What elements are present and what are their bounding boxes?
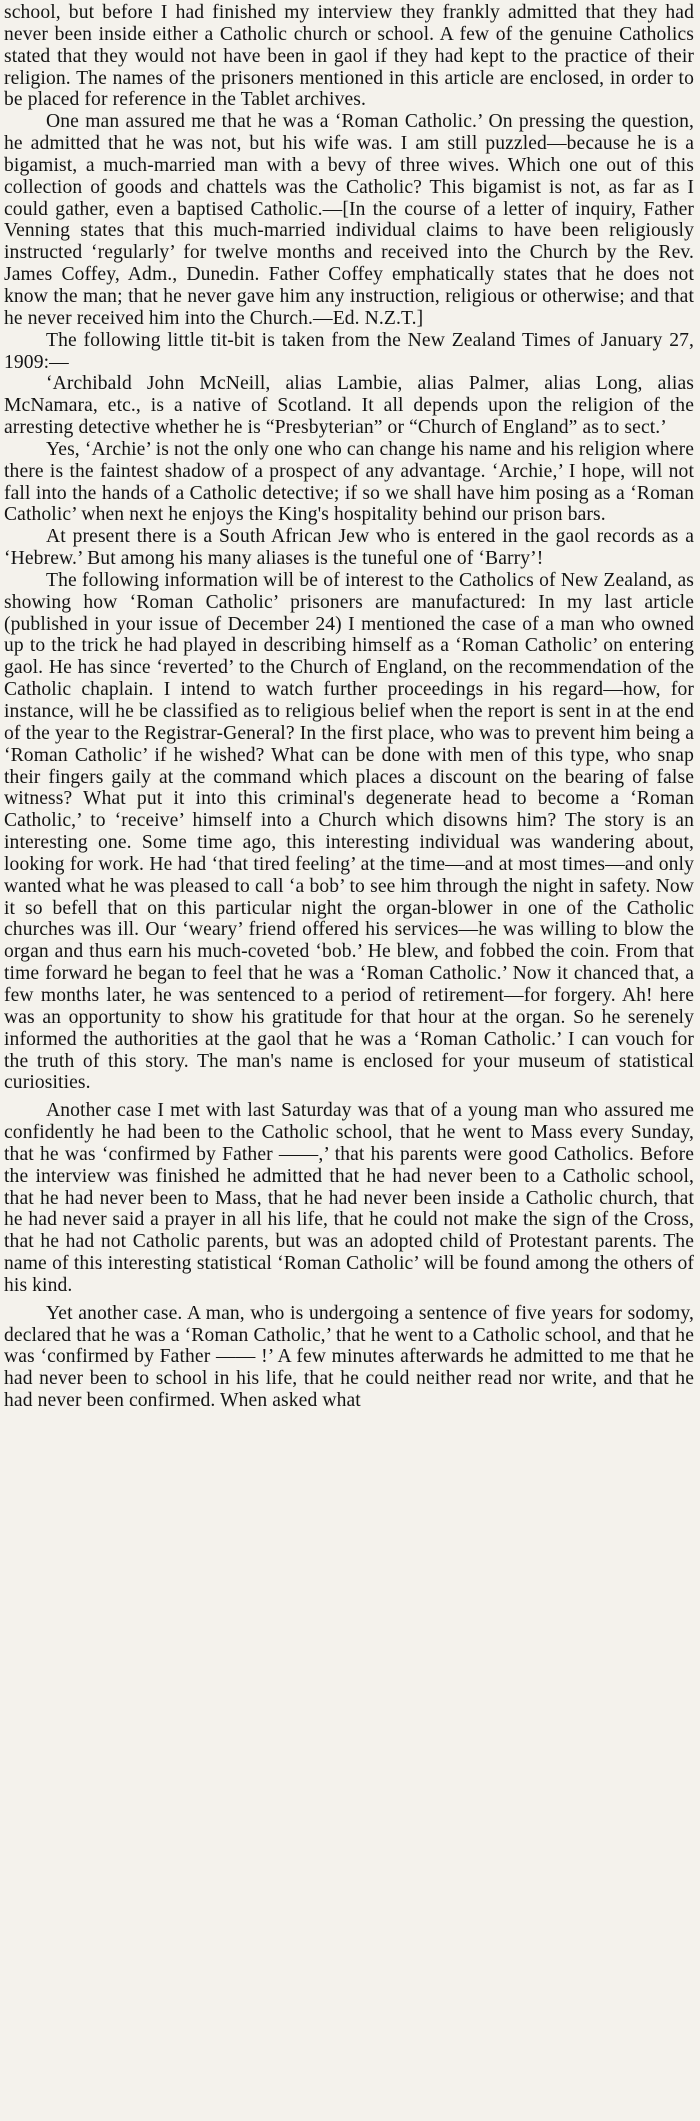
article-column [4, 2, 694, 1412]
article-paragraph: Yet another case. A man, who is undergoing a sentence of five years for sodomy, declared that he was a ‘Roman Catholic,’ that he went to a Catholic school, and that he was ‘confirmed by Father —— !’ A few minutes afterwards he admitted to me that he had never been to school in his life, that he could neither read nor write, and that he had never been confirmed. When asked what [4, 1302, 694, 1412]
article-paragraph: The following little tit-bit is taken from the New Zealand Times of January 27, 1909:— [4, 329, 694, 373]
article-paragraph: One man assured me that he was a ‘Roman Catholic.’ On pressing the question, he admitted that he was not, but his wife was. I am still puzzled—because he is a bigamist, a much-married man with a bevy of three wives. Which one out of this collection of goods and chattels was the Catholic? This bigamist is not, as far as I could gather, even a baptised Catholic.—[In the course of a letter of inquiry, Father Venning states that this much-married individual claims to have been religiously instructed ‘regularly’ for twelve months and received into the Church by the Rev. James Coffey, Adm., Dunedin. Father Coffey emphatically states that he does not know the man; that he never gave him any instruction, religious or otherwise; and that he never received him into the Church.—Ed. N.Z.T.] [4, 111, 694, 329]
quoted-paragraph: ‘Archibald John McNeill, alias Lambie, alias Palmer, alias Long, alias McNamara, etc., is a native of Scotland. It all depends upon the religion of the arresting detective whether he is “Presbyterian” or “Church of England” as to sect.’ [4, 373, 694, 439]
article-paragraph: school, but before I had finished my interview they frankly admitted that they had never been inside either a Catholic church or school. A few of the genuine Catholics stated that they would not have been in gaol if they had kept to the practice of their religion. The names of the prisoners mentioned in this article are enclosed, in order to be placed for reference in the Tablet archives. [4, 2, 694, 111]
article-paragraph: Another case I met with last Saturday was that of a young man who assured me confidently he had been to the Catholic school, that he went to Mass every Sunday, that he was ‘confirmed by Father ——,’ that his parents were good Catholics. Before the interview was finished he admitted that he had never been to a Catholic school, that he had never been to Mass, that he had never been inside a Catholic church, that he had never said a prayer in all his life, that he could not make the sign of the Cross, that he had not Catholic parents, but was an adopted child of Protestant parents. The name of this interesting statistical ‘Roman Catholic’ will be found among the others of his kind. [4, 1100, 694, 1296]
article-paragraph: The following information will be of interest to the Catholics of New Zealand, as showing how ‘Roman Catholic’ prisoners are manufactured: In my last article (published in your issue of December 24) I mentioned the case of a man who owned up to the trick he had played in describing himself as a ‘Roman Catholic’ on entering gaol. He has since ‘reverted’ to the Church of England, on the recommendation of the Catholic chaplain. I intend to watch further proceedings in his regard—how, for instance, will he be classified as to religious belief when the report is sent in at the end of the year to the Registrar-General? In the first place, who was to prevent him being a ‘Roman Catholic’ if he wished? What can be done with men of this type, who snap their fingers gaily at the command which places a discount on the bearing of false witness? What put it into this criminal's degenerate head to become a ‘Roman Catholic,’ to ‘receive’ himself into a Church which disowns him? The story is an interesting one. Some time ago, this interesting individual was wandering about, looking for work. He had ‘that tired feeling’ at the time—and at most times—and only wanted what he was pleased to call ‘a bob’ to see him through the night in safety. Now it so befell that on this particular night the organ-blower in one of the Catholic churches was ill. Our ‘weary’ friend offered his services—he was willing to blow the organ and thus earn his much-coveted ‘bob.’ He blew, and fobbed the coin. From that time forward he began to feel that he was a ‘Roman Catholic.’ Now it chanced that, a few months later, he was sentenced to a period of retirement—for forgery. Ah! here was an opportunity to show his gratitude for that hour at the organ. So he serenely informed the authorities at the gaol that he was a ‘Roman Catholic.’ I can vouch for the truth of this story. The man's name is enclosed for your museum of statistical curiosities. [4, 569, 694, 1094]
article-paragraph: At present there is a South African Jew who is entered in the gaol records as a ‘Hebrew.’ But among his many aliases is the tuneful one of ‘Barry’! [4, 526, 694, 570]
article-paragraph: Yes, ‘Archie’ is not the only one who can change his name and his religion where there is the faintest shadow of a prospect of any advantage. ‘Archie,’ I hope, will not fall into the hands of a Catholic detective; if so we shall have him posing as a ‘Roman Catholic’ when next he enjoys the King's hospitality behind our prison bars. [4, 438, 694, 526]
